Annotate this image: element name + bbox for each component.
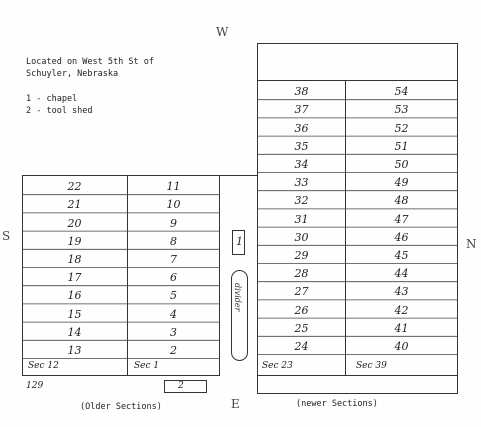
older-left-cell: 14 (67, 325, 82, 339)
compass-west: W (216, 25, 229, 39)
older-left-cell: 13 (67, 344, 82, 357)
older-left-cell: 17 (67, 271, 82, 285)
newer-right-cell: 41 (394, 321, 409, 335)
newer-left-cell: 24 (294, 340, 309, 353)
newer-left-cell: 33 (294, 176, 309, 190)
legend-item-tool-shed: 2 - tool shed (26, 106, 93, 116)
older-right-cell: 11 (166, 180, 181, 194)
older-extra-value: 129 (26, 381, 44, 391)
newer-right-cell: 53 (394, 103, 409, 117)
compass-south: S (2, 229, 11, 243)
compass-north: N (466, 237, 477, 251)
newer-right-cell: 43 (394, 285, 409, 299)
newer-right-cell: 52 (394, 121, 409, 135)
newer-left-cell: 26 (294, 303, 309, 317)
compass-east: E (231, 397, 240, 411)
older-left-cell: 22 (67, 180, 82, 194)
newer-right-cell: 49 (394, 176, 409, 190)
older-right-cell: 10 (166, 198, 181, 212)
older-left-cell: 16 (67, 289, 82, 303)
newer-right-cell: 48 (394, 194, 409, 208)
older-right-cell: 3 (170, 325, 177, 339)
newer-left-cell: 35 (294, 139, 309, 153)
newer-left-cell: 25 (294, 321, 309, 335)
older-footer-left: Sec 12 (28, 361, 59, 371)
newer-right-cell: 54 (394, 85, 409, 99)
older-left-cell: 20 (67, 216, 82, 230)
newer-left-cell: 36 (294, 121, 309, 135)
newer-right-cell: 46 (394, 230, 409, 244)
older-left-cell: 15 (67, 307, 82, 321)
older-right-cell: 4 (170, 307, 177, 321)
newer-left-cell: 34 (294, 158, 309, 171)
newer-right-cell: 50 (394, 158, 409, 171)
legend-item-chapel: 1 - chapel (26, 94, 78, 104)
older-left-cell: 19 (67, 234, 82, 248)
newer-left-cell: 38 (294, 85, 309, 99)
newer-right-cell: 51 (394, 139, 409, 153)
newer-footer-left: Sec 23 (262, 361, 293, 371)
chapel-label: 1 (236, 235, 243, 248)
older-footer-right: Sec 1 (134, 361, 160, 371)
newer-footer-right: Sec 39 (356, 361, 387, 371)
newer-right-cell: 45 (394, 249, 409, 262)
older-left-cell: 18 (67, 253, 82, 266)
newer-right-cell: 42 (394, 303, 409, 317)
newer-left-cell: 31 (294, 212, 309, 226)
older-right-cell: 5 (170, 289, 177, 303)
newer-left-cell: 37 (294, 103, 309, 117)
tool-shed-box-label: 2 (178, 381, 184, 391)
newer-left-cell: 27 (294, 285, 309, 299)
newer-sections-caption: (newer Sections) (296, 399, 378, 409)
newer-right-cell: 40 (394, 340, 409, 353)
newer-left-cell: 28 (294, 267, 309, 281)
location-line-1: Located on West 5th St of (26, 57, 154, 67)
newer-right-cell: 44 (394, 267, 409, 281)
newer-left-cell: 30 (294, 230, 309, 244)
older-right-cell: 6 (170, 271, 177, 285)
older-right-cell: 9 (170, 216, 177, 230)
divider-vertical-label: divider (233, 283, 242, 312)
newer-left-cell: 29 (294, 249, 309, 262)
older-right-cell: 2 (170, 344, 177, 357)
older-sections-caption: (Older Sections) (80, 402, 162, 412)
location-line-2: Schuyler, Nebraska (26, 69, 119, 79)
older-right-cell: 7 (170, 253, 177, 266)
older-right-cell: 8 (170, 234, 177, 248)
newer-right-cell: 47 (394, 212, 409, 226)
newer-left-cell: 32 (294, 194, 309, 208)
older-left-cell: 21 (67, 198, 82, 212)
